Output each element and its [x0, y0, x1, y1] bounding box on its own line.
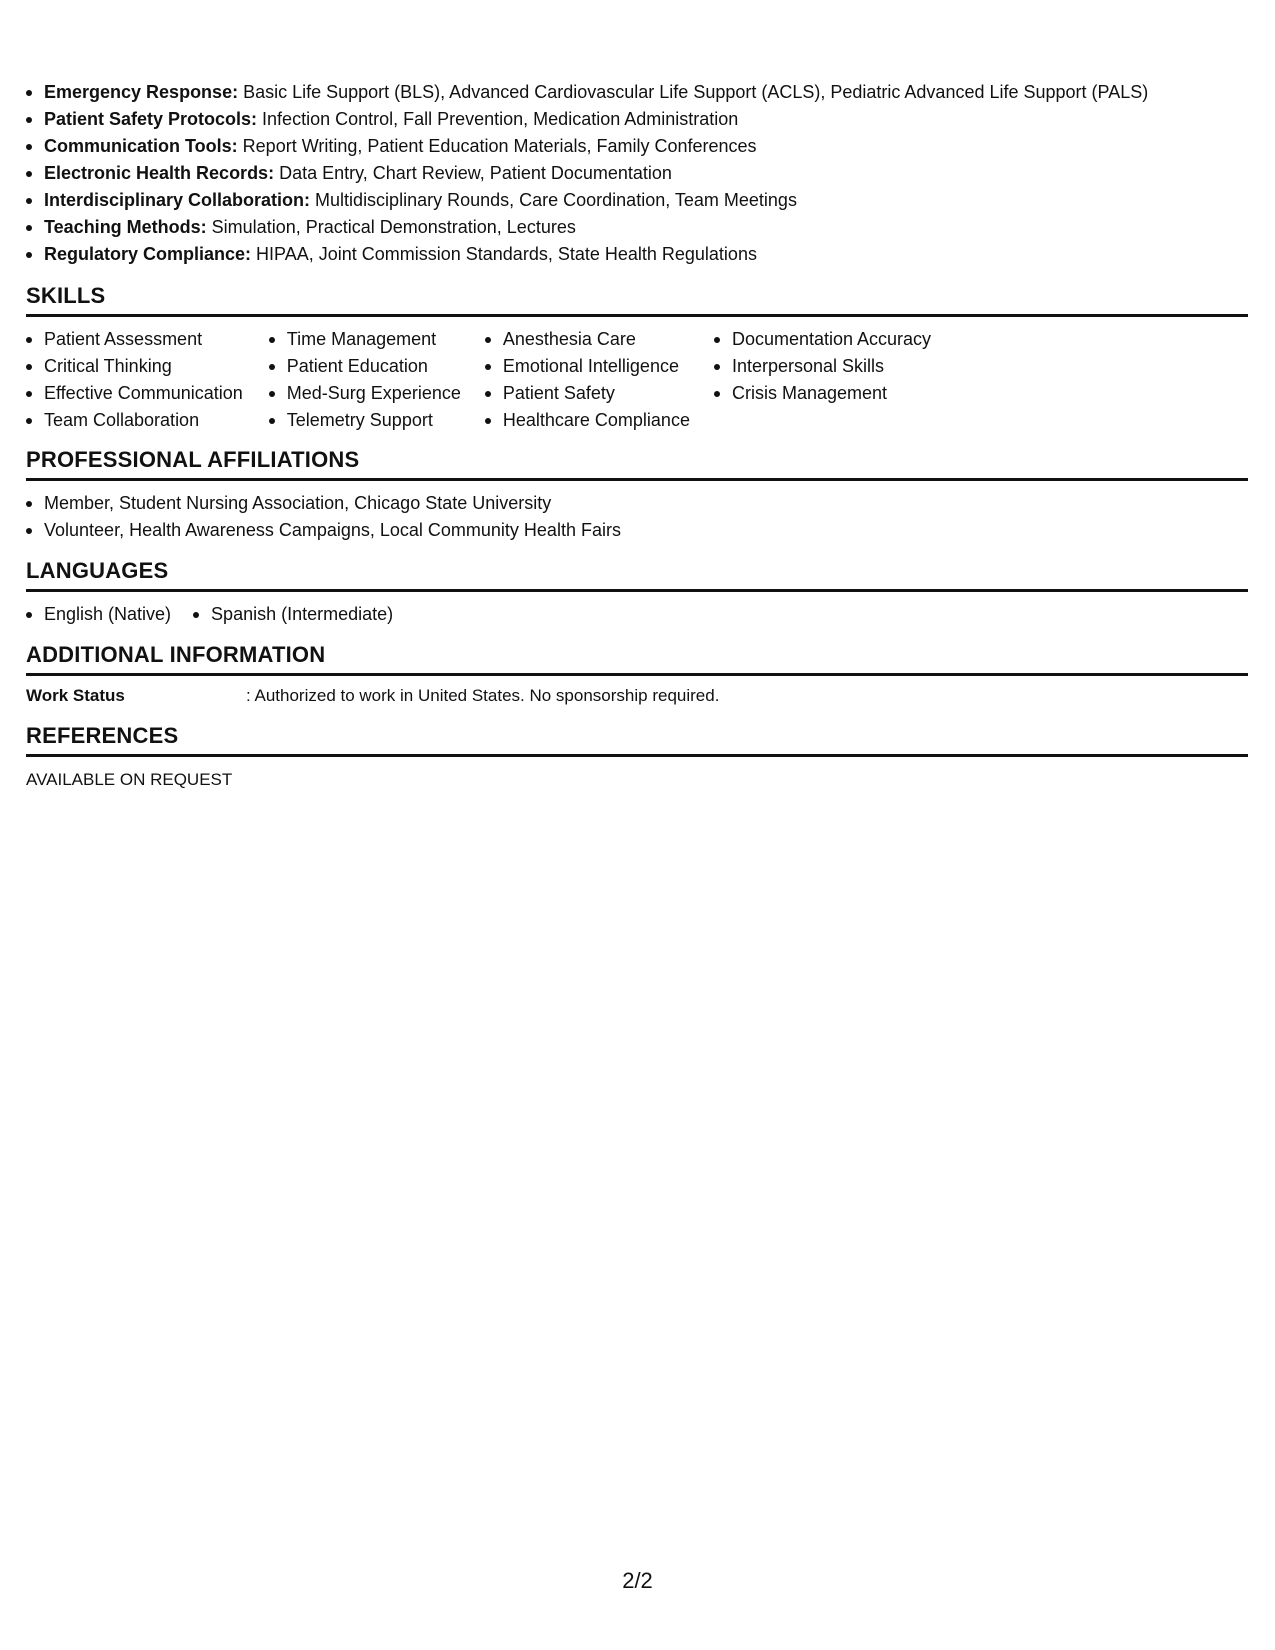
list-item: Patient Safety: [485, 380, 690, 407]
list-item: Patient Education: [269, 353, 461, 380]
list-item: Time Management: [269, 326, 461, 353]
item-label: Patient Safety Protocols:: [44, 109, 258, 129]
list-item: Med-Surg Experience: [269, 380, 461, 407]
languages-heading: LANGUAGES: [26, 558, 1248, 592]
references-text: AVAILABLE ON REQUEST: [26, 770, 233, 789]
list-item: Emotional Intelligence: [485, 353, 690, 380]
list-item: [26, 187, 1148, 214]
list-item: Spanish (Intermediate): [193, 601, 393, 628]
item-label: Regulatory Compliance:: [44, 244, 252, 264]
work-status-value: : Authorized to work in United States. No sponsorship required.: [246, 686, 720, 705]
list-item: Team Collaboration: [26, 407, 243, 434]
item-value: Data Entry, Chart Review, Patient Documentation: [274, 163, 672, 183]
item-label: Emergency Response:: [44, 82, 239, 102]
list-item: Documentation Accuracy: [714, 326, 931, 353]
item-value: Multidisciplinary Rounds, Care Coordination, Team Meetings: [310, 190, 797, 210]
list-item: English (Native): [26, 601, 171, 628]
list-item: [26, 133, 1148, 160]
list-item: Volunteer, Health Awareness Campaigns, Local Community Health Fairs: [26, 517, 621, 544]
list-item: [26, 214, 1148, 241]
item-value: Simulation, Practical Demonstration, Lectures: [206, 217, 576, 237]
technical-skills-list: [26, 79, 1148, 268]
list-item: Patient Assessment: [26, 326, 243, 353]
list-item: [26, 160, 1148, 187]
list-item: [26, 106, 1148, 133]
list-item: Critical Thinking: [26, 353, 243, 380]
list-item: [26, 241, 1148, 268]
work-status-row: [26, 684, 719, 708]
item-label: Interdisciplinary Collaboration:: [44, 190, 311, 210]
item-label: Teaching Methods:: [44, 217, 207, 237]
list-item: Anesthesia Care: [485, 326, 690, 353]
affiliations-heading: PROFESSIONAL AFFILIATIONS: [26, 447, 1248, 481]
references-heading: REFERENCES: [26, 723, 1248, 757]
list-item: Telemetry Support: [269, 407, 461, 434]
skills-column: [485, 326, 690, 434]
item-value: Basic Life Support (BLS), Advanced Cardiovascular Life Support (ACLS), Pediatric Advanced Life Support (PALS): [238, 82, 1149, 102]
list-item: [26, 79, 1148, 106]
list-item: Member, Student Nursing Association, Chicago State University: [26, 490, 621, 517]
item-value: Infection Control, Fall Prevention, Medication Administration: [257, 109, 739, 129]
item-value: Report Writing, Patient Education Materials, Family Conferences: [237, 136, 757, 156]
list-item: Healthcare Compliance: [485, 407, 690, 434]
skills-column: [269, 326, 461, 434]
item-label: Communication Tools:: [44, 136, 238, 156]
skills-heading: SKILLS: [26, 283, 1248, 317]
work-status-label: Work Status: [26, 686, 125, 705]
languages-list: [26, 601, 415, 628]
list-item: Interpersonal Skills: [714, 353, 931, 380]
skills-column: [714, 326, 931, 434]
list-item: Crisis Management: [714, 380, 931, 407]
list-item: Effective Communication: [26, 380, 243, 407]
affiliations-list: [26, 490, 621, 544]
item-value: HIPAA, Joint Commission Standards, State Health Regulations: [251, 244, 757, 264]
additional-info-heading: ADDITIONAL INFORMATION: [26, 642, 1248, 676]
skills-column: [26, 326, 243, 434]
skills-grid: [26, 326, 957, 434]
item-label: Electronic Health Records:: [44, 163, 275, 183]
page-number: 2/2: [622, 1568, 653, 1593]
